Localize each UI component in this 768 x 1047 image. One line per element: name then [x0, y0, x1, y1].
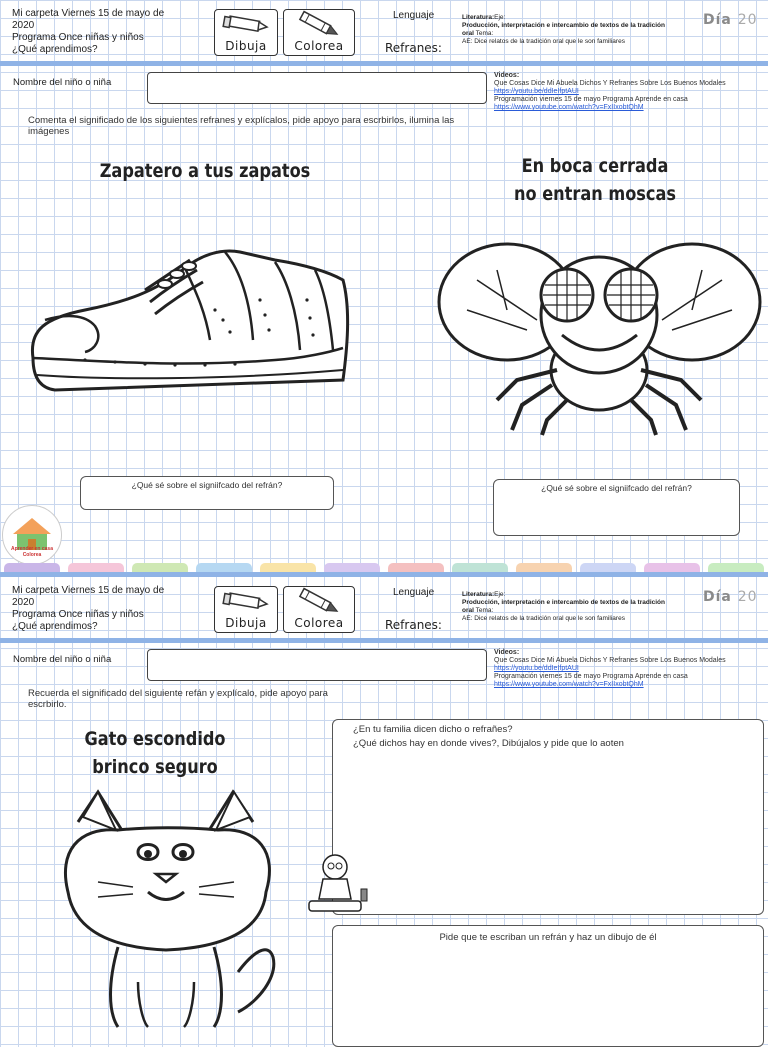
day-label [703, 12, 758, 28]
header-title [12, 585, 197, 633]
literatura-label: Literatura: [462, 591, 495, 598]
videos-label: Videos: [494, 72, 520, 79]
day-number: 20 [737, 12, 758, 28]
video-link[interactable]: https://www.youtube.com/watch?v=FxIIxobtQhM [494, 681, 644, 688]
day-number: 20 [737, 589, 758, 605]
eje-text: Producción, interpretación e intercambio de textos de la tradición oral [462, 599, 665, 614]
name-field[interactable] [147, 72, 487, 104]
logo-text: Aprender en casa Colorea [11, 546, 53, 558]
video-title: Programación viernes 15 de mayo Programa Aprende en casa [494, 673, 688, 680]
video-title: Programación viernes 15 de mayo Programa Aprende en casa [494, 96, 688, 103]
family-question: ¿En tu familia dicen dicho o refrañes? [353, 724, 513, 735]
header-title-line: Programa Once niñas y niños [12, 32, 144, 43]
day-label [703, 589, 758, 605]
family-question: ¿Qué dichos hay en donde vives?, Dibújalos y pide que lo aoten [353, 738, 624, 749]
header-title-line: ¿Qué aprendimos? [12, 44, 98, 55]
colorea-label: Colorea [294, 39, 344, 53]
header-title-line: ¿Qué aprendimos? [12, 621, 98, 632]
refranes-label: Refranes: [385, 41, 442, 55]
header-title-line: Mi carpeta Viernes 15 de mayo de [12, 8, 165, 19]
day-word: Día [703, 12, 732, 28]
colorea-button[interactable] [283, 9, 355, 56]
curriculum-info [462, 591, 677, 623]
dibuja-button[interactable] [214, 586, 278, 633]
fly-illustration [437, 240, 762, 440]
crayon-icon [294, 589, 344, 613]
header-divider [0, 638, 768, 643]
header-title-line: 2020 [12, 20, 35, 31]
child-reading-clipart [303, 849, 373, 919]
proverb-line: brinco seguro [92, 756, 218, 778]
proverb-title [476, 152, 714, 208]
name-label: Nombre del niño o niña [13, 77, 112, 88]
proverb-drawing-box[interactable] [332, 925, 764, 1047]
answer-box[interactable] [493, 479, 740, 536]
answer-label: ¿Qué sé sobre el signiifcado del refrán? [541, 483, 692, 493]
dibuja-button[interactable] [214, 9, 278, 56]
crayon-icon [294, 12, 344, 36]
proverb-line: Gato escondido [84, 728, 226, 750]
eje-label: Eje: [494, 591, 506, 598]
header-title-line: Programa Once niñas y niños [12, 609, 144, 620]
colorea-label: Colorea [294, 616, 344, 630]
proverb-title: Zapatero a tus zapatos [99, 160, 311, 182]
write-prompt: Pide que te escriban un refrán y haz un dibujo de él [439, 932, 657, 943]
header-divider [0, 61, 768, 66]
shoe-illustration [25, 240, 355, 400]
name-field[interactable] [147, 649, 487, 681]
eje-text: Producción, interpretación e intercambio de textos de la tradición oral [462, 22, 665, 37]
video-link[interactable]: https://youtu.be/ddIeIfptAUI [494, 665, 579, 672]
family-sayings-box[interactable] [332, 719, 764, 915]
tema-label: Tema: [475, 607, 494, 614]
refranes-label: Refranes: [385, 618, 442, 632]
proverb-title [40, 725, 270, 781]
name-label: Nombre del niño o niña [13, 654, 112, 665]
pencil-icon [223, 590, 269, 612]
cat-illustration [38, 782, 288, 1027]
instructions: Recuerda el significado del siguiente refán y explícalo, pide apoyo para escrbirlo. [28, 688, 328, 710]
subject-label: Lenguaje [393, 10, 435, 21]
answer-label: ¿Qué sé sobre el signiifcado del refrán? [131, 480, 283, 490]
dibuja-label: Dibuja [225, 39, 267, 53]
pencil-icon [223, 13, 269, 35]
instructions: Comenta el significado de los siguientes refranes y explícalos, pide apoyo para escrbirlos, ilumina las imágenes [28, 115, 455, 137]
answer-box[interactable] [80, 476, 334, 510]
proverb-line: En boca cerrada [521, 155, 669, 177]
ae-text: AE: Dice relatos de la tradición oral que le son familiares [462, 38, 625, 45]
header-title-line: Mi carpeta Viernes 15 de mayo de [12, 585, 165, 596]
subject-label: Lenguaje [393, 587, 435, 598]
dibuja-label: Dibuja [225, 616, 267, 630]
family-questions [353, 723, 763, 751]
videos-label: Videos: [494, 649, 520, 656]
colorea-button[interactable] [283, 586, 355, 633]
aprender-en-casa-logo [2, 505, 62, 565]
header-title-line: 2020 [12, 597, 35, 608]
eje-label: Eje: [494, 14, 506, 21]
header-title [12, 8, 197, 56]
videos-block [494, 649, 764, 689]
proverb-line: no entran moscas [513, 183, 676, 205]
video-link[interactable]: https://youtu.be/ddIeIfptAUI [494, 88, 579, 95]
tema-label: Tema: [475, 30, 494, 37]
video-title: Que Cosas Dice Mi Abuela Dichos Y Refranes Sobre Los Buenos Modales [494, 80, 726, 87]
videos-block [494, 72, 764, 112]
video-title: Que Cosas Dice Mi Abuela Dichos Y Refranes Sobre Los Buenos Modales [494, 657, 726, 664]
curriculum-info [462, 14, 677, 46]
literatura-label: Literatura: [462, 14, 495, 21]
worksheet-bottom [0, 577, 768, 1024]
day-word: Día [703, 589, 732, 605]
video-link[interactable]: https://www.youtube.com/watch?v=FxIIxobtQhM [494, 104, 644, 111]
ae-text: AE: Dice relatos de la tradición oral que le son familiares [462, 615, 625, 622]
